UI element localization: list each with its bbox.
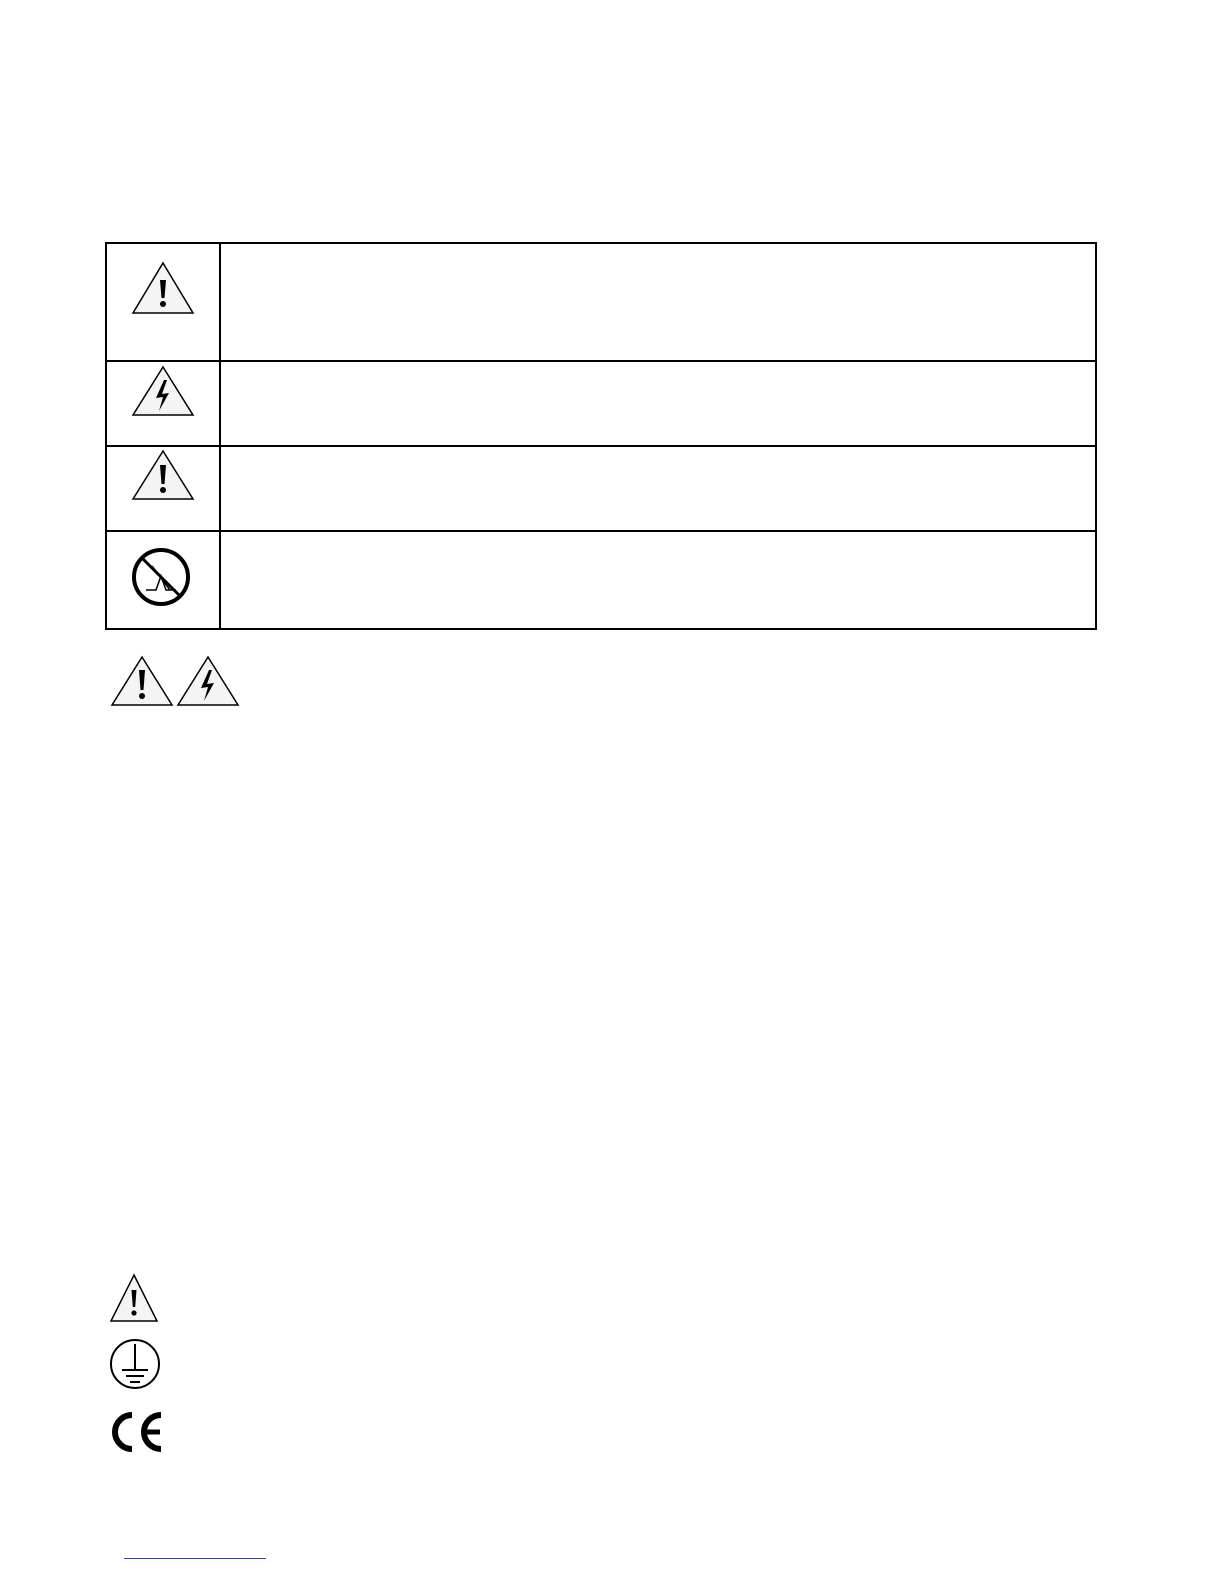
no-waste-disposal-icon [130, 546, 192, 608]
protective-earth-icon [108, 1336, 162, 1392]
warning-exclamation-icon [110, 654, 174, 708]
electric-shock-warning-icon [176, 654, 240, 708]
table-row-divider [107, 445, 1095, 447]
electric-shock-warning-icon [131, 364, 195, 418]
table-row-divider [107, 360, 1095, 362]
ce-mark-icon [108, 1408, 166, 1456]
warning-exclamation-icon [131, 448, 195, 502]
safety-symbol-table [105, 242, 1097, 630]
table-column-divider [219, 244, 221, 628]
warning-exclamation-icon [131, 260, 195, 316]
table-row-divider [107, 530, 1095, 532]
footer-link-underline[interactable] [124, 1558, 266, 1559]
warning-exclamation-icon [108, 1272, 160, 1324]
